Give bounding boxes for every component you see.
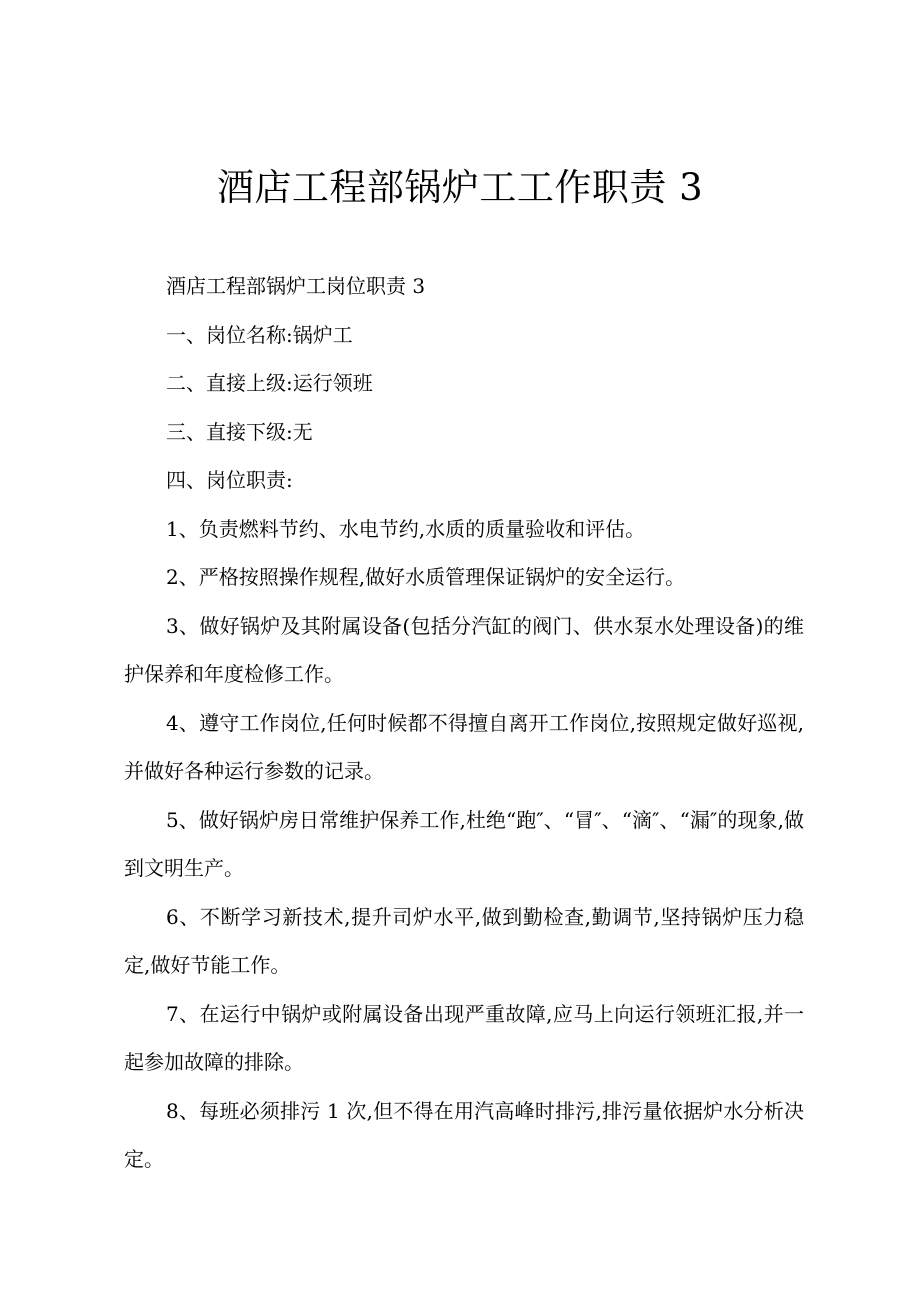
paragraph-duty-4: 4、遵守工作岗位,任何时候都不得擅自离开工作岗位,按照规定做好巡视,并做好各种运行参数的记录。 — [124, 710, 804, 783]
paragraph-direct-superior: 二、直接上级:运行领班 — [166, 371, 373, 395]
document-body — [124, 262, 804, 1184]
paragraph-duty-8: 8、每班必须排污 1 次,但不得在用汽高峰时排污,排污量依据炉水分析决定。 — [124, 1098, 804, 1171]
paragraph-direct-subordinate: 三、直接下级:无 — [166, 419, 313, 444]
document-title: 酒店工程部锅炉工工作职责 3 — [216, 166, 704, 209]
paragraph-position-name: 一、岗位名称:锅炉工 — [166, 322, 353, 347]
paragraph-duty-7: 7、在运行中锅炉或附属设备出现严重故障,应马上向运行领班汇报,并一起参加故障的排除。 — [124, 1001, 804, 1074]
paragraph-duty-5: 5、做好锅炉房日常维护保养工作,杜绝“跑″、“冒″、“滴″、“漏″的现象,做到文明生产。 — [124, 807, 804, 880]
paragraph-subtitle: 酒店工程部锅炉工岗位职责 3 — [166, 274, 426, 298]
paragraph-duties-heading: 四、岗位职责: — [166, 468, 293, 492]
paragraph-duty-6: 6、不断学习新技术,提升司炉水平,做到勤检查,勤调节,坚持锅炉压力稳定,做好节能工作。 — [124, 904, 804, 977]
paragraph-duty-3: 3、做好锅炉及其附属设备(包括分汽缸的阀门、供水泵水处理设备)的维护保养和年度检修工作。 — [124, 613, 804, 686]
paragraph-duty-1: 1、负责燃料节约、水电节约,水质的质量验收和评估。 — [166, 516, 646, 541]
paragraph-duty-2: 2、严格按照操作规程,做好水质管理保证锅炉的安全运行。 — [166, 565, 686, 589]
